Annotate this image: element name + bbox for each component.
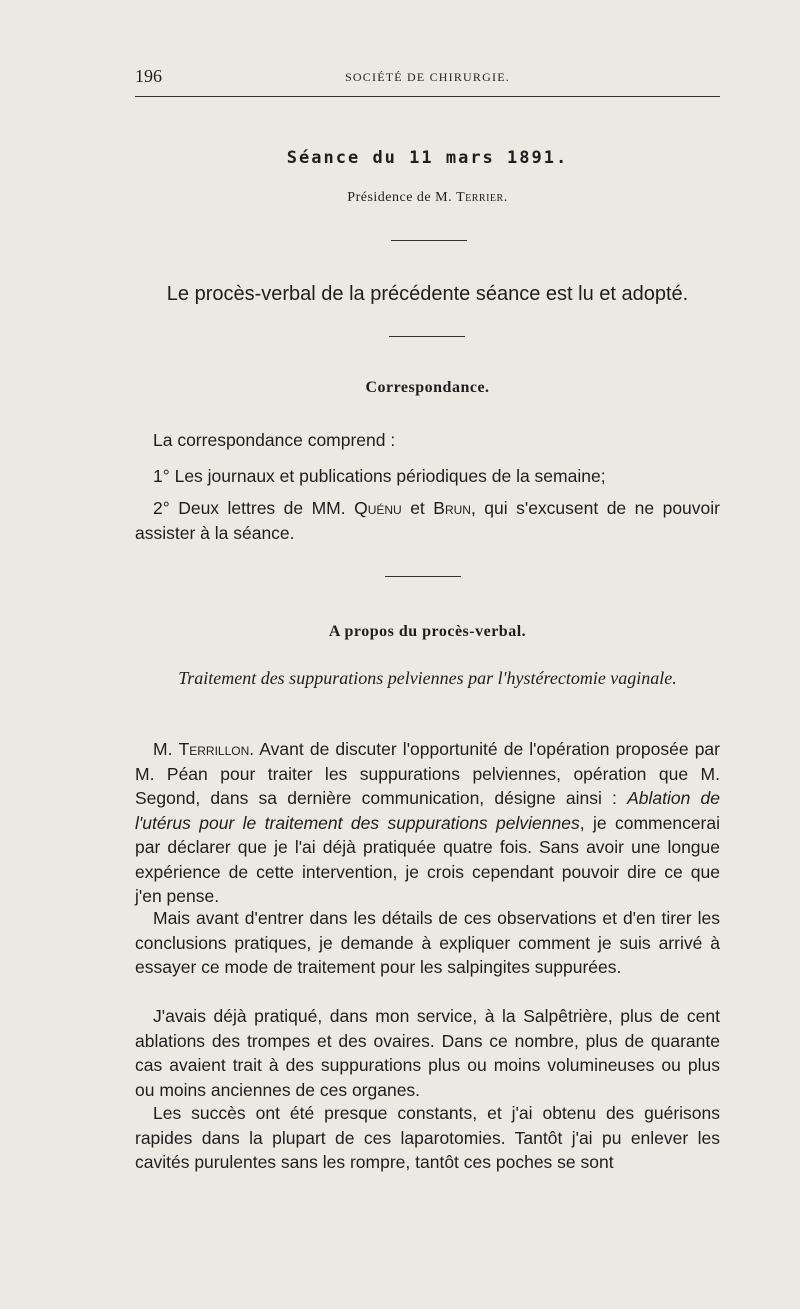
name-quenu: Quénu	[354, 498, 402, 518]
president-name: Terrier	[456, 190, 504, 205]
article-subtitle: Traitement des suppurations pelviennes par l'hystérectomie vaginale.	[178, 668, 677, 688]
section-title-correspondance: Correspondance.	[365, 379, 490, 396]
separator-rule	[391, 240, 467, 241]
p1-text: M.	[153, 739, 179, 759]
separator-rule	[389, 336, 465, 337]
p1-text: , je commencerai par déclarer que je l'ai déjà pratiquée quatre fois. Sans avoir une longue expérience de cette intervention, je crois cependant pouvoir dire ce que j'en pense.	[135, 812, 720, 906]
p1-text: . Avant de discuter l'opportunité de l'opération proposée par M. Péan pour traiter les suppurations pelviennes, opération que M. Segond, dans sa dernière communication, désigne ainsi :	[135, 739, 720, 808]
item2-text: et	[401, 498, 434, 518]
body-paragraph-4: Les succès ont été presque constants, et j'ai obtenu des guérisons rapides dans la plupart de ces laparotomies. Tantôt j'ai pu enlever les cavités purulentes sans les rompre, tantôt ces poches se sont	[135, 1103, 720, 1172]
p1-italic-quote: Ablation de l'utérus pour le traitement des suppurations pelviennes	[135, 788, 720, 833]
running-title: SOCIÉTÉ DE CHIRURGIE.	[345, 70, 510, 84]
body-paragraph-2: Mais avant d'entrer dans les détails de ces observations et d'en tirer les conclusions pratiques, je demande à expliquer comment je suis arrivé à essayer ce mode de traitement pour les salpingites suppurées.	[135, 908, 720, 977]
body-paragraph-1	[135, 737, 720, 909]
presidence-line	[135, 190, 720, 206]
presidence-prefix: Présidence de M.	[347, 190, 457, 205]
page-number: 196	[135, 66, 162, 86]
name-brun: Brun	[433, 498, 471, 518]
body-paragraph-3: J'avais déjà pratiqué, dans mon service, à la Salpêtrière, plus de cent ablations des trompes et des ovaires. Dans ce nombre, plus de quarante cas avaient trait à des suppurations plus ou moins volumineuses ou plus ou moins anciennes de ces organes.	[135, 1006, 720, 1100]
name-terrillon: Terrillon	[178, 739, 250, 759]
correspondance-item-1: 1° Les journaux et publications périodiques de la semaine;	[153, 466, 606, 486]
page-header	[135, 66, 720, 92]
item2-text: , qui s'excusent de ne pouvoir assister à la séance.	[135, 498, 720, 543]
item2-text: 2° Deux lettres de MM.	[153, 498, 355, 518]
minutes-adopted: Le procès-verbal de la précédente séance est lu et adopté.	[166, 283, 689, 305]
section-title-apropos: A propos du procès-verbal.	[328, 623, 527, 640]
correspondance-item-2	[135, 496, 720, 545]
session-title: Séance du 11 mars 1891.	[286, 148, 569, 168]
correspondance-intro: La correspondance comprend :	[153, 430, 396, 450]
header-rule	[135, 96, 720, 97]
presidence-suffix: .	[503, 190, 508, 205]
separator-rule	[385, 576, 461, 577]
